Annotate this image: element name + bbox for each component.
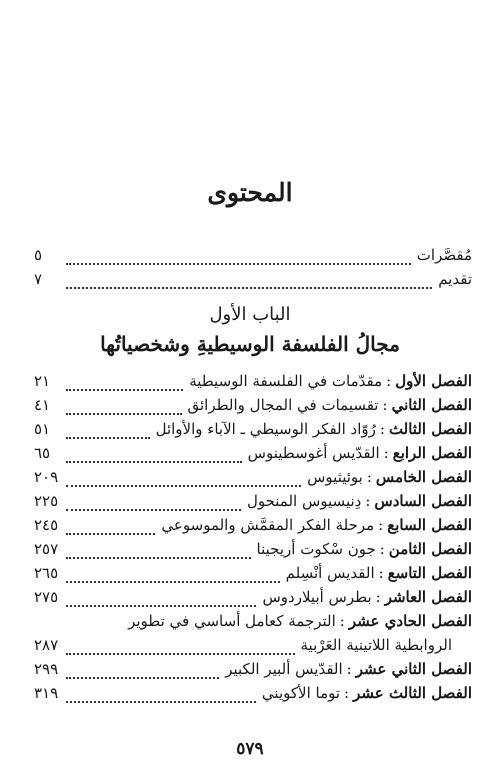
dot-leader bbox=[66, 448, 242, 463]
page-number: ٢٩٩ bbox=[34, 660, 59, 678]
chapter-label: الفصل الخامس bbox=[375, 468, 472, 486]
toc-entry-continuation[interactable] bbox=[34, 634, 452, 656]
page-number: ٦٥ bbox=[34, 444, 51, 462]
chapter-label: الفصل العاشر bbox=[384, 588, 472, 606]
dot-leader bbox=[66, 274, 432, 289]
toc-entry[interactable] bbox=[34, 268, 472, 290]
separator: : bbox=[379, 540, 385, 558]
page-number: ٥١ bbox=[34, 420, 51, 438]
toc-entry[interactable] bbox=[34, 514, 472, 536]
part-label: الباب الأول bbox=[209, 304, 291, 325]
chapter-label: الفصل الرابع bbox=[392, 444, 472, 462]
chapter-label: الفصل الثامن bbox=[388, 540, 472, 558]
page-number: ٣١٩ bbox=[34, 684, 59, 702]
separator: : bbox=[346, 660, 352, 678]
toc-entry[interactable] bbox=[34, 244, 472, 266]
entry-title: القدّيس ألبير الكبير bbox=[225, 660, 343, 678]
entry-title: تقسيمات في المجال والطرائق bbox=[187, 396, 379, 414]
chapter-label: الفصل الأول bbox=[395, 372, 472, 390]
chapter-label: الفصل الثاني bbox=[391, 396, 472, 414]
entry-title: رُوّاد الفكر الوسيطي ـ الآباء والأوائل bbox=[155, 420, 376, 438]
dot-leader bbox=[66, 592, 256, 607]
page-number: ٢١ bbox=[34, 372, 51, 390]
page-title: المحتوى bbox=[207, 178, 293, 207]
separator: : bbox=[339, 612, 345, 630]
chapter-label: الفصل السادس bbox=[374, 492, 472, 510]
chapter-label: الفصل التاسع bbox=[387, 564, 472, 582]
entry-title: توما الأكويني bbox=[261, 684, 341, 702]
separator: : bbox=[379, 420, 385, 438]
page-number: ٢٢٥ bbox=[34, 492, 59, 510]
entry-title: مُقصَّرات bbox=[416, 246, 472, 264]
dot-leader bbox=[66, 640, 295, 655]
toc-entry[interactable] bbox=[34, 490, 472, 512]
entry-title: بطرس أبيلاردوس bbox=[262, 588, 372, 606]
chapter-label: الفصل الثالث عشر bbox=[353, 684, 472, 702]
toc-entry[interactable] bbox=[34, 394, 472, 416]
toc-entry[interactable] bbox=[34, 538, 472, 560]
dot-leader bbox=[66, 664, 219, 679]
chapter-label: الفصل الحادي عشر bbox=[348, 612, 472, 630]
separator: : bbox=[378, 564, 384, 582]
separator: : bbox=[378, 516, 384, 534]
dot-leader bbox=[66, 400, 182, 415]
entry-title: جون سْكوت أريجينا bbox=[256, 540, 376, 558]
entry-title: القديس أنْسِلم bbox=[285, 564, 375, 582]
entry-title: مقدّمات في الفلسفة الوسيطية bbox=[189, 372, 383, 390]
dot-leader bbox=[66, 688, 256, 703]
entry-title: دِنيسيوس المنحول bbox=[246, 492, 362, 510]
page-number: ٢٨٧ bbox=[34, 636, 59, 654]
toc-entry[interactable] bbox=[34, 562, 472, 584]
dot-leader bbox=[66, 250, 411, 265]
chapter-label: الفصل الثاني عشر bbox=[355, 660, 472, 678]
page-number: ٧ bbox=[34, 270, 43, 288]
page-number: ٢٦٥ bbox=[34, 564, 59, 582]
toc-entry[interactable] bbox=[34, 586, 472, 608]
toc-entry[interactable] bbox=[34, 370, 472, 392]
entry-title: بوئيثيوس bbox=[307, 468, 363, 486]
page-number: ٢٧٥ bbox=[34, 588, 59, 606]
dot-leader bbox=[66, 568, 280, 583]
toc-entry[interactable] bbox=[34, 418, 472, 440]
part-title: مجالُ الفلسفة الوسيطيةِ وشخصياتُها bbox=[100, 332, 400, 356]
page-number: ٢٥٧ bbox=[34, 540, 59, 558]
entry-title: الترجمة كعامل أساسي في تطوير bbox=[128, 612, 336, 630]
dot-leader bbox=[66, 496, 241, 511]
toc-entry[interactable] bbox=[34, 682, 472, 704]
separator: : bbox=[344, 684, 350, 702]
separator: : bbox=[383, 444, 389, 462]
dot-leader bbox=[66, 376, 183, 391]
separator: : bbox=[366, 468, 372, 486]
page-number: ٥ bbox=[34, 246, 43, 264]
entry-title: مرحلة الفكر المقمَّش والموسوعي bbox=[161, 516, 375, 534]
toc-entry[interactable] bbox=[34, 610, 472, 632]
toc-entry[interactable] bbox=[34, 442, 472, 464]
dot-leader bbox=[66, 544, 251, 559]
page-number: ٢٠٩ bbox=[34, 468, 59, 486]
dot-leader bbox=[66, 520, 155, 535]
dot-leader bbox=[66, 424, 150, 439]
separator: : bbox=[375, 588, 381, 606]
folio-page-number: ٥٧٩ bbox=[236, 739, 264, 759]
separator: : bbox=[386, 372, 392, 390]
separator: : bbox=[365, 492, 371, 510]
entry-title: القدّيس أغوسطينوس bbox=[247, 444, 380, 462]
toc-entry[interactable] bbox=[34, 466, 472, 488]
toc-entry[interactable] bbox=[34, 658, 472, 680]
entry-title: الروابطية اللاتينية العَرْبية bbox=[300, 636, 452, 654]
page-number: ٤١ bbox=[34, 396, 51, 414]
separator: : bbox=[382, 396, 388, 414]
dot-leader bbox=[66, 472, 301, 487]
chapter-label: الفصل السابع bbox=[387, 516, 472, 534]
page-number: ٢٤٥ bbox=[34, 516, 59, 534]
entry-title: تقديم bbox=[438, 270, 472, 288]
chapter-label: الفصل الثالث bbox=[388, 420, 472, 438]
